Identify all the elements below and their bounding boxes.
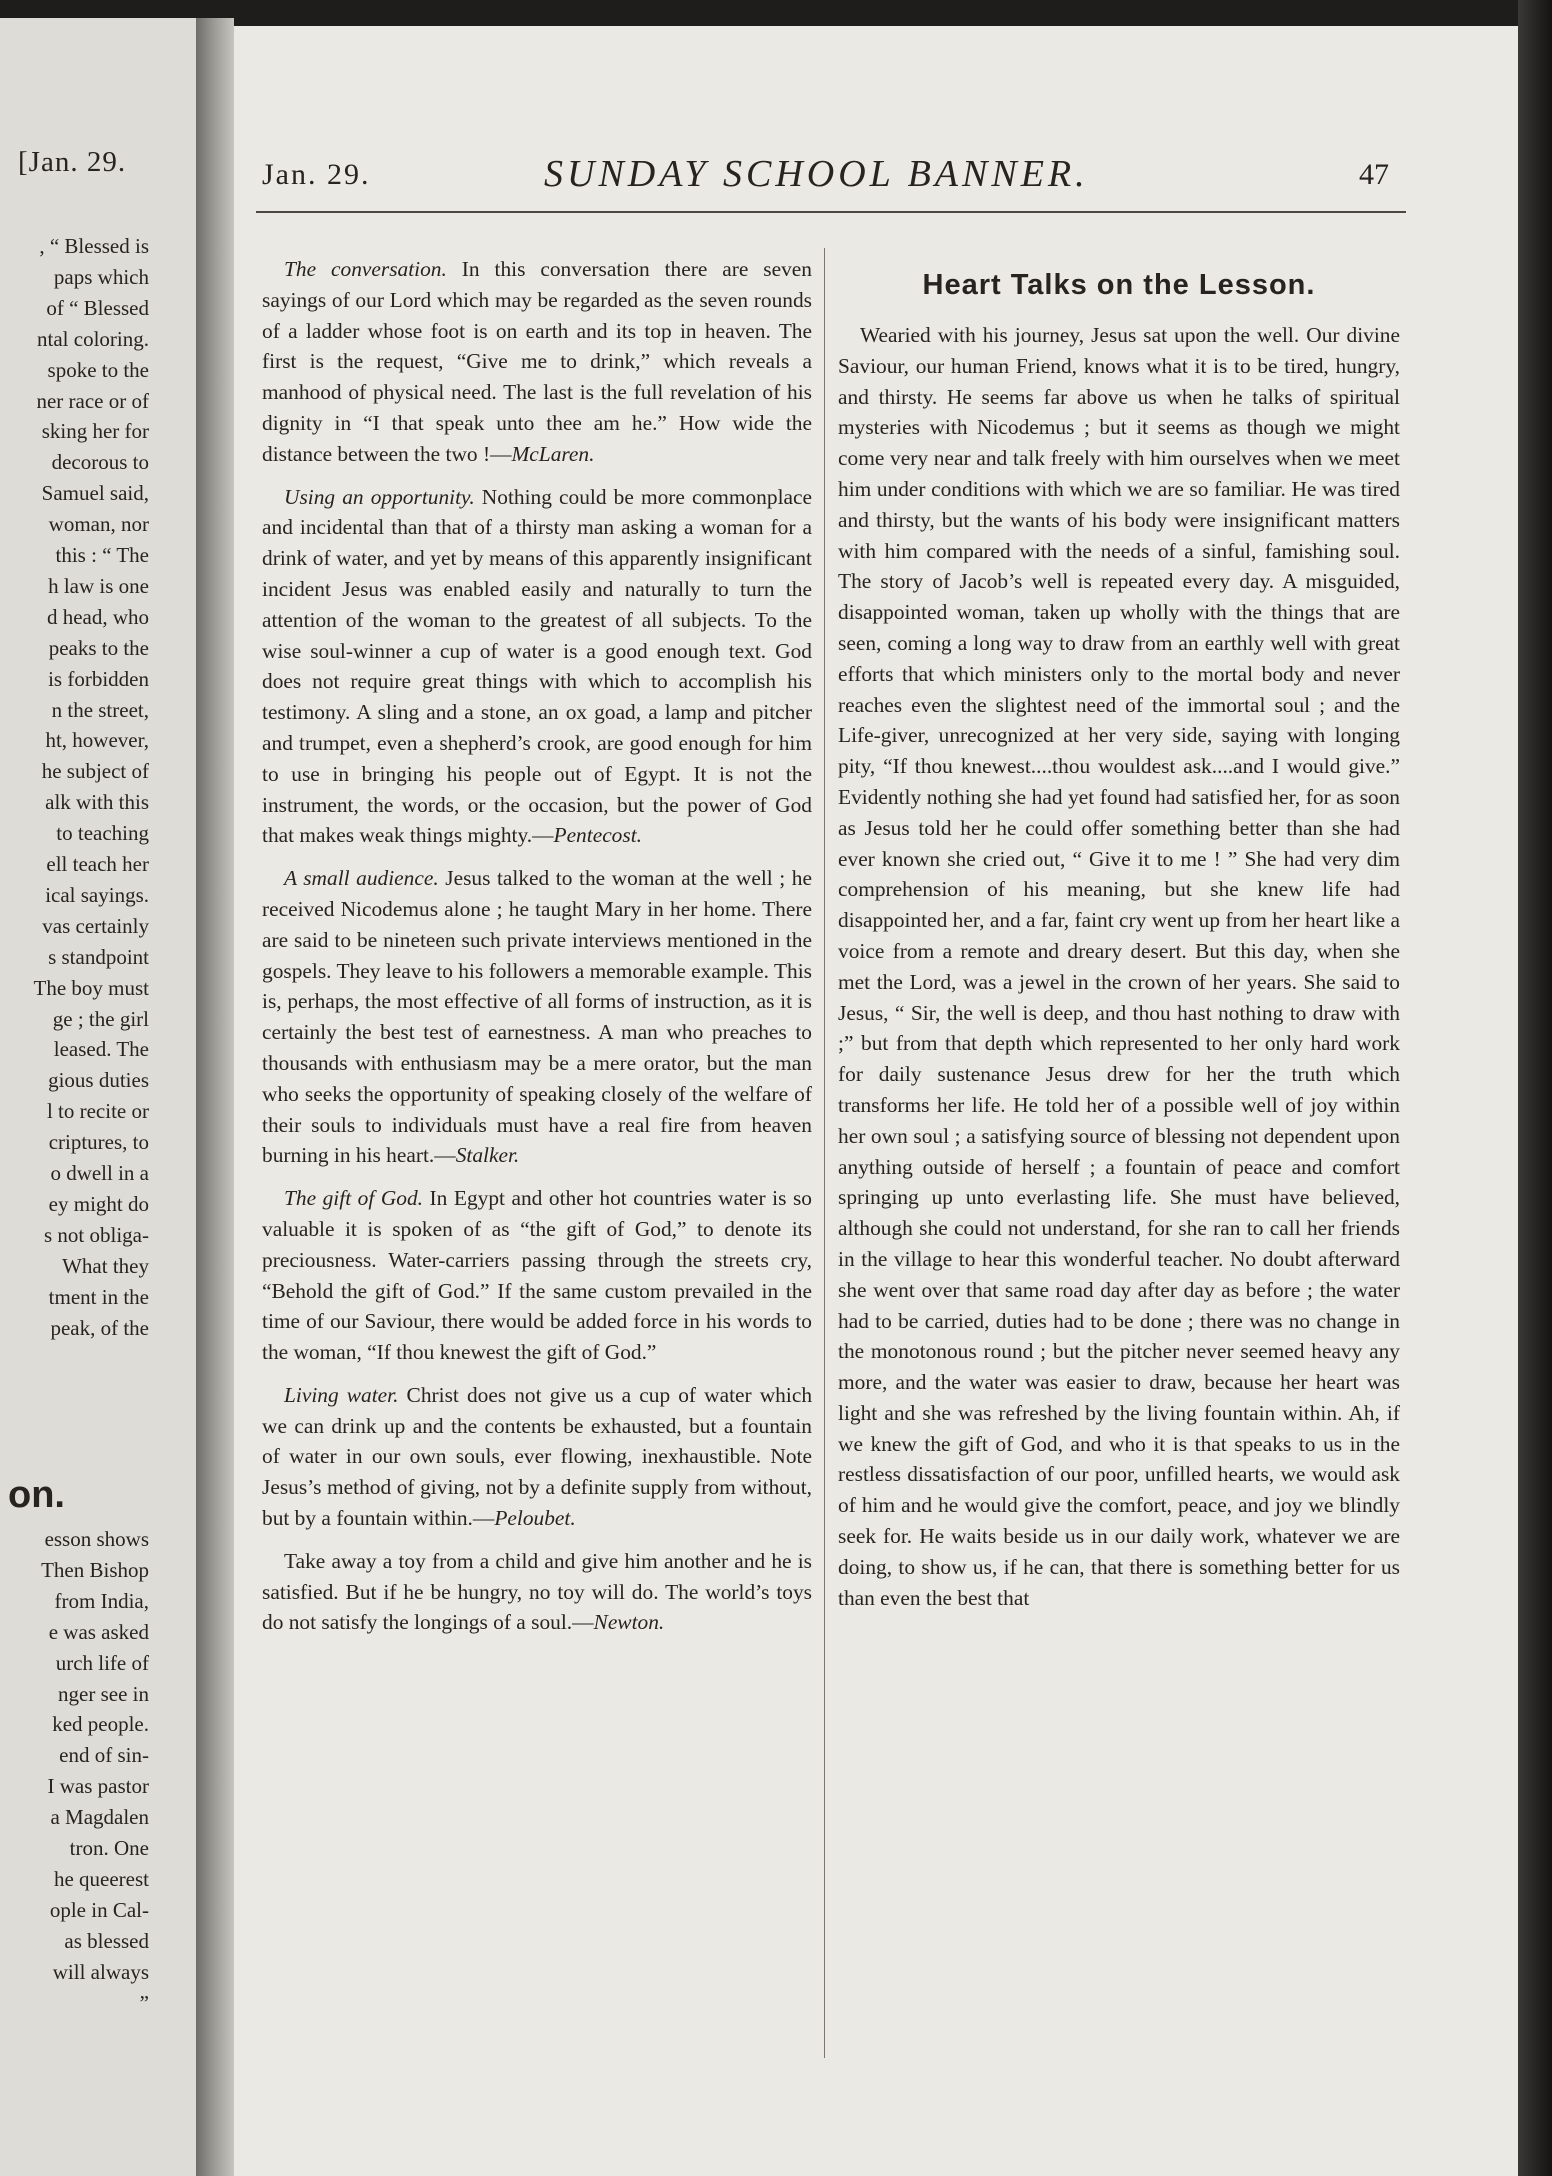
facing-page-line: this : “ The [55, 543, 149, 567]
facing-page-line: urch life of [55, 1650, 149, 1675]
paragraph [262, 1380, 812, 1534]
facing-page-line: I was pastor [47, 1774, 149, 1799]
facing-page-line: s not obliga- [44, 1222, 149, 1247]
paragraph [262, 254, 812, 470]
facing-page-line: gious duties [48, 1068, 149, 1093]
paragraph-text: Nothing could be more commonplace and incidental than that of a thirsty man asking a woman for a drink of water, and yet by means of this apparently insignificant incident Jesus was enabled easily and naturally to turn the attention of the woman to the greatest of all subjects. To the wise soul-winner a cup of water is a good enough text. God does not require great things with which to accomplish his testimony. A sling and a stone, an ox goad, a lamp and pitcher and trumpet, even a shepherd’s crook, are good enough for him to use in bringing his people out of Egypt. It is not the instrument, the words, or the occasion, but the power of God that makes weak things mighty.— [262, 484, 812, 848]
header-rule [256, 211, 1406, 213]
paragraph-text: Jesus talked to the woman at the well ; he received Nicodemus alone ; he taught Mary in her home. There are said to be nineteen such private interviews mentioned in the gospels. They leave to his followers a memorable example. This is, perhaps, the most effective of all forms of instruction, as it is certainly the best test of earnestness. A man who preaches to thousands with enthusiasm may be a mere orator, but the man who seeks the opportunity of speaking closely of the welfare of their souls to individuals must have a real fire from heaven burning in his heart.— [262, 866, 812, 1168]
paragraph-lead: Living water. [284, 1382, 399, 1407]
book-gutter [196, 18, 234, 2176]
paragraph-text: Take away a toy from a child and give him another and he is satisfied. But if he be hungry, no toy will do. The world’s toys do not satisfy the longings of a soul.— [262, 1548, 812, 1635]
facing-page-line: l to recite or [46, 1099, 149, 1124]
facing-page-line: decorous to [51, 450, 149, 475]
paragraph-credit: McLaren. [511, 441, 595, 466]
facing-page-line: ner race or of [36, 388, 149, 413]
facing-page-line: esson shows [44, 1527, 149, 1551]
facing-page-line: he subject of [41, 759, 149, 784]
facing-page-line: to teaching [56, 821, 149, 846]
facing-page-line: paps which [53, 264, 149, 289]
facing-page [0, 18, 196, 2176]
facing-page-line: alk with this [45, 790, 149, 815]
facing-page-line: tment in the [48, 1284, 149, 1309]
facing-page-line: criptures, to [48, 1130, 149, 1155]
paragraph-credit: Pentecost. [553, 823, 642, 848]
page [234, 26, 1518, 2176]
paragraph-lead: The conversation. [284, 257, 447, 281]
facing-page-line: peaks to the [48, 635, 149, 660]
paragraph-credit: Stalker. [455, 1143, 520, 1168]
facing-page-line: vas certainly [42, 913, 149, 938]
paragraph-lead: The gift of God. [284, 1186, 424, 1211]
paragraph-credit: Peloubet. [494, 1506, 576, 1531]
facing-page-line: d head, who [46, 604, 149, 629]
facing-page-line: woman, nor [48, 512, 149, 537]
facing-page-line: a Magdalen [50, 1805, 149, 1830]
facing-page-line: of “ Blessed [46, 295, 149, 320]
paragraph-lead: Using an opportunity. [284, 484, 475, 509]
facing-page-line: ical sayings. [45, 882, 149, 907]
facing-page-line: ht, however, [45, 728, 149, 753]
facing-page-line: The boy must [33, 975, 149, 1000]
facing-page-line: nger see in [58, 1681, 149, 1706]
paragraph-lead: A small audience. [284, 866, 439, 891]
page-number: 47 [1359, 158, 1389, 191]
facing-page-line: o dwell in a [50, 1161, 149, 1185]
right-column [838, 270, 1400, 1625]
facing-page-line: What they [62, 1253, 149, 1278]
section-heading: Heart Talks on the Lesson. [922, 269, 1316, 301]
facing-page-line: e was asked [48, 1619, 149, 1644]
paragraph: Wearied with his journey, Jesus sat upon the well. Our divine Saviour, our human Friend, knows what it is to be tired, hungry, and thirsty. He seems far above us when he talks of spiritual mysteries with Nicodemus ; but it seems as though we might come very near and talk freely with him ourselves when we meet him under conditions with which we are so familiar. He was tired and thirsty, but the wants of his body were insignificant matters with him compared with the needs of a sinful, famishing soul. The story of Jacob’s well is repeated every day. A misguided, disappointed woman, taken up wholly with the things that are seen, coming a long way to draw from an earthly well with great efforts that which ministers only to the mortal body and never reaches even the slightest need of the immortal soul ; and the Life-giver, unrecognized at her very side, saying with longing pity, “If thou knewest....thou wouldest ask....and I would give.” Evidently nothing she had yet found had satisfied her, for as soon as Jesus told her he could offer something better than she had ever known she cried out, “ Give it to me ! ” She had very dim comprehension of his meaning, but she knew life had disappointed her, and a far, faint cry went up from her heart like a voice from a remote and dreary desert. But this day, when she met the Lord, was a jewel in the crown of her years. She said to Jesus, “ Sir, the well is deep, and thou hast nothing to draw with ;” but from that depth which represented to her only hard work for daily sustenance Jesus drew for her the truth which transforms her life. He told her of a possible well of joy within her own soul ; a satisfying source of blessing not dependent upon anything outside of herself ; a fountain of peace and comfort springing up unto everlasting life. She must have believed, although she could not understand, for she ran to call her friends in the village to hear this wonderful teacher. No doubt afterward she went over that same road day after day as before ; the water had to be carried, duties had to be done ; there was no change in the monotonous round ; but the pitcher never seemed heavy any more, and the water was easier to draw, because her heart was light and she was refreshed by the living fountain within. Ah, if we knew the gift of God, and who it is that speaks to us in the restless dissatisfaction of our poor, unfilled hearts, we would ask of him and he would give the comfort, peace, and joy we blindly seek for. He waits beside us in our daily work, whatever we are doing, to show us, if he can, that there is something better for us than even the best that [838, 323, 1400, 1610]
facing-page-line: as blessed [64, 1928, 149, 1953]
facing-page-line: ” [139, 1990, 149, 2015]
paragraph-text: In Egypt and other hot countries water is so valuable it is spoken of as “the gift of God,” to denote its preciousness. Water-carriers passing through the streets cry, “Behold the gift of God.” If the same custom prevailed in the time of our Saviour, there would be added force in his words to the woman, “If thou knewest the gift of God.” [262, 1186, 812, 1365]
facing-page-line: n the street, [51, 697, 149, 722]
facing-page-line: he queerest [53, 1866, 149, 1891]
facing-page-line: will always [52, 1959, 149, 1984]
paragraph [262, 863, 812, 1171]
facing-page-heading: on. [8, 1474, 65, 1516]
facing-page-line: ey might do [48, 1191, 149, 1216]
facing-page-line: ople in Cal- [49, 1897, 149, 1922]
paragraph-credit: Newton. [593, 1610, 665, 1635]
facing-page-header: [Jan. 29. [18, 146, 127, 178]
facing-page-line: ked people. [52, 1712, 149, 1737]
facing-page-line: Samuel said, [41, 481, 149, 506]
facing-page-line: h law is one [48, 573, 149, 598]
facing-page-line: leased. The [53, 1037, 149, 1062]
facing-page-line: is forbidden [48, 666, 149, 691]
paragraph [262, 1546, 812, 1638]
header-date: Jan. 29. [262, 158, 371, 191]
running-header [234, 26, 1518, 216]
column-rule [824, 248, 825, 2058]
paragraph-text: Christ does not give us a cup of water which we can drink up and the contents be exhausted, but a fountain of water in our own souls, ever flowing, inexhaustible. Note Jesus’s method of giving, not by a definite supply from without, but by a fountain within.— [262, 1382, 813, 1531]
facing-page-line: s standpoint [48, 944, 149, 969]
facing-page-line: from India, [54, 1588, 149, 1613]
paragraph-text: In this conversation there are seven sayings of our Lord which may be regarded as the seven rounds of a ladder whose foot is on earth and its top in heaven. The first is the request, “Give me to drink,” which reveals a manhood of physical need. The last is the full revelation of his dignity in “I that speak unto thee am he.” How wide the distance between the two !— [262, 257, 812, 466]
scanner-border-right [1518, 0, 1552, 2176]
facing-page-line: ntal coloring. [37, 326, 149, 351]
facing-page-line: , “ Blessed is [39, 234, 149, 258]
facing-page-line: tron. One [69, 1836, 149, 1860]
facing-page-line: end of sin- [59, 1743, 149, 1768]
header-title: SUNDAY SCHOOL BANNER. [544, 153, 1089, 195]
left-column [262, 254, 812, 1650]
facing-page-line: ge ; the girl [52, 1006, 149, 1031]
facing-page-line: spoke to the [47, 357, 149, 382]
facing-page-line: peak, of the [50, 1315, 149, 1340]
paragraph [262, 1183, 812, 1368]
paragraph [262, 482, 812, 852]
facing-page-line: ell teach her [46, 852, 149, 876]
facing-page-line: sking her for [41, 419, 149, 444]
facing-page-line: Then Bishop [41, 1557, 149, 1582]
